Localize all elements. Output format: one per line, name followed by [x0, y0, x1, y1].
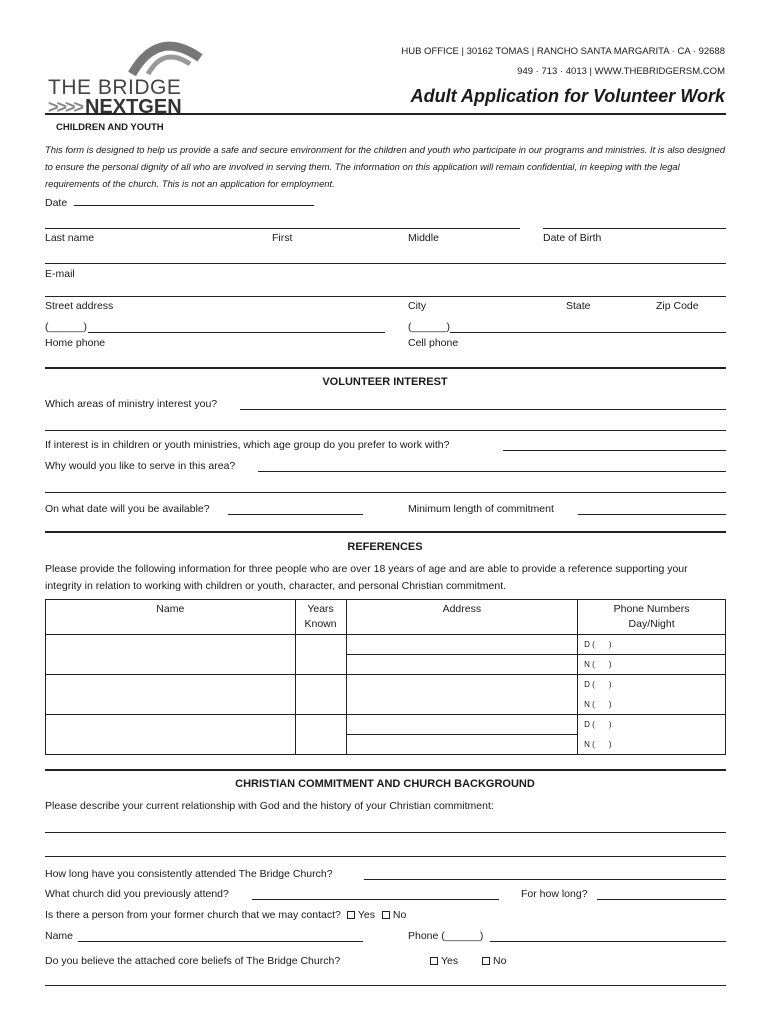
ref1-day-phone[interactable]: D ( ): [578, 635, 726, 655]
ref3-address-cell-2[interactable]: [346, 735, 578, 755]
col-years-known: Years Known: [295, 600, 346, 635]
attended-field[interactable]: [364, 879, 726, 880]
why-question: Why would you like to serve in this area?: [45, 460, 236, 472]
subbrand: CHILDREN AND YOUTH: [56, 122, 164, 133]
references-intro: Please provide the following information for three people who are over 18 years of age and are able to provide a reference supporting your integrity in relation to working with children or youth, character, and personal Christian commitment.: [45, 563, 688, 592]
references-header-row: [46, 600, 726, 635]
references-table: [45, 599, 726, 755]
home-phone-field[interactable]: [88, 332, 385, 333]
age-group-question: If interest is in children or youth ministries, which age group do you prefer to work with?: [45, 439, 450, 451]
previous-church-field[interactable]: [252, 899, 499, 900]
ref3-years-cell[interactable]: [295, 715, 346, 755]
age-group-field[interactable]: [503, 450, 726, 451]
contact-no-label: No: [392, 909, 407, 921]
ref2-day-phone[interactable]: D ( ): [578, 675, 726, 695]
table-row: [46, 715, 726, 735]
why-field[interactable]: [258, 471, 726, 472]
contact-name-label: Name: [45, 930, 74, 942]
ref3-name-cell[interactable]: [46, 715, 296, 755]
date-label: Date: [45, 197, 68, 209]
min-commitment-field[interactable]: [578, 514, 726, 515]
areas-field[interactable]: [240, 409, 726, 410]
contact-no-checkbox[interactable]: [382, 911, 390, 919]
email-label: E-mail: [45, 268, 75, 280]
beliefs-no-label: No: [493, 955, 507, 967]
beliefs-yes-label: Yes: [441, 955, 459, 967]
cell-phone-label: Cell phone: [408, 337, 459, 349]
references-heading: REFERENCES: [347, 541, 423, 553]
brand-line2: NEXTGEN: [84, 96, 182, 118]
header-rule: [45, 113, 726, 115]
logo: [48, 34, 208, 120]
ref3-night-phone[interactable]: N ( ): [578, 735, 726, 755]
describe-question: Please describe your current relationship with God and the history of your Christian commitment:: [45, 800, 494, 812]
beliefs-yes-checkbox[interactable]: [430, 957, 438, 965]
col-address: Address: [346, 600, 578, 635]
table-row: [46, 635, 726, 655]
ref2-name-cell[interactable]: [46, 675, 296, 715]
beliefs-no-checkbox[interactable]: [482, 957, 490, 965]
cell-area-code: (______): [408, 321, 451, 333]
min-commitment-question: Minimum length of commitment: [408, 503, 554, 515]
brand-line1: THE BRIDGE: [48, 76, 182, 99]
bridge-arch-icon: [128, 34, 208, 76]
available-date-field[interactable]: [228, 514, 363, 515]
contact-yes-label: Yes: [357, 909, 375, 921]
ref1-address-cell-1[interactable]: [346, 635, 578, 655]
how-long-field[interactable]: [597, 899, 726, 900]
previous-church-question: What church did you previously attend?: [45, 888, 229, 900]
why-field-2[interactable]: [45, 492, 726, 493]
commitment-heading: CHRISTIAN COMMITMENT AND CHURCH BACKGROUND: [235, 778, 535, 790]
contact-phone-field[interactable]: [490, 941, 726, 942]
home-phone-label: Home phone: [45, 337, 106, 349]
col-name: Name: [46, 600, 296, 635]
state-label: State: [566, 300, 591, 312]
form-title: Adult Application for Volunteer Work: [410, 86, 725, 106]
ref3-address-cell-1[interactable]: [346, 715, 578, 735]
home-area-code: (______): [45, 321, 88, 333]
header-phone-web: 949 · 713 · 4013 | WWW.THEBRIDGERSM.COM: [517, 66, 725, 77]
describe-field-1[interactable]: [45, 832, 726, 833]
dob-field[interactable]: [543, 228, 726, 229]
street-label: Street address: [45, 300, 114, 312]
contact-yes-checkbox[interactable]: [347, 911, 355, 919]
contact-question: Is there a person from your former church that we may contact?: [45, 909, 341, 921]
cell-phone-field[interactable]: [450, 332, 726, 333]
middle-name-label: Middle: [408, 232, 439, 244]
section-rule-2: [45, 531, 726, 533]
ref3-day-phone[interactable]: D ( ): [578, 715, 726, 735]
email-line-top: [45, 263, 726, 264]
footer-rule: [45, 985, 726, 986]
ref1-night-phone[interactable]: N ( ): [578, 655, 726, 675]
ref1-years-cell[interactable]: [295, 635, 346, 675]
date-field[interactable]: [74, 195, 314, 206]
name-field[interactable]: [45, 228, 520, 229]
areas-field-2[interactable]: [45, 430, 726, 431]
ref2-years-cell[interactable]: [295, 675, 346, 715]
areas-question: Which areas of ministry interest you?: [45, 398, 218, 410]
attended-question: How long have you consistently attended The Bridge Church?: [45, 868, 333, 880]
first-name-label: First: [272, 232, 293, 244]
chevron-icon: >>>>: [48, 97, 83, 117]
describe-field-2[interactable]: [45, 856, 726, 857]
section-rule-1: [45, 367, 726, 369]
ref1-name-cell[interactable]: [46, 635, 296, 675]
city-label: City: [408, 300, 427, 312]
ref1-address-cell-2[interactable]: [346, 655, 578, 675]
ref2-night-phone[interactable]: N ( ): [578, 695, 726, 715]
header-address: HUB OFFICE | 30162 TOMAS | RANCHO SANTA MARGARITA · CA · 92688: [401, 46, 725, 57]
address-field[interactable]: [45, 296, 726, 297]
table-row: [46, 675, 726, 695]
section-rule-3: [45, 769, 726, 771]
available-date-question: On what date will you be available?: [45, 503, 210, 515]
contact-name-field[interactable]: [78, 941, 363, 942]
volunteer-heading: VOLUNTEER INTEREST: [322, 376, 448, 388]
how-long-question: For how long?: [521, 888, 588, 900]
zip-label: Zip Code: [656, 300, 699, 312]
col-phone: Phone Numbers Day/Night: [578, 600, 726, 635]
intro-text: This form is designed to help us provide a safe and secure environment for the children and youth who participate in our programs and ministries. It is also designed to ensure the personal dignity of all who are involved in serving them. The information on this application will remain confidential, in keeping with the legal requirements of the church. This is not an application for employment.: [45, 144, 726, 189]
contact-phone-label: Phone (______): [408, 930, 484, 942]
beliefs-question: Do you believe the attached core beliefs of The Bridge Church?: [45, 955, 341, 967]
last-name-label: Last name: [45, 232, 95, 244]
ref2-address-cell[interactable]: [346, 675, 578, 715]
dob-label: Date of Birth: [543, 232, 602, 244]
